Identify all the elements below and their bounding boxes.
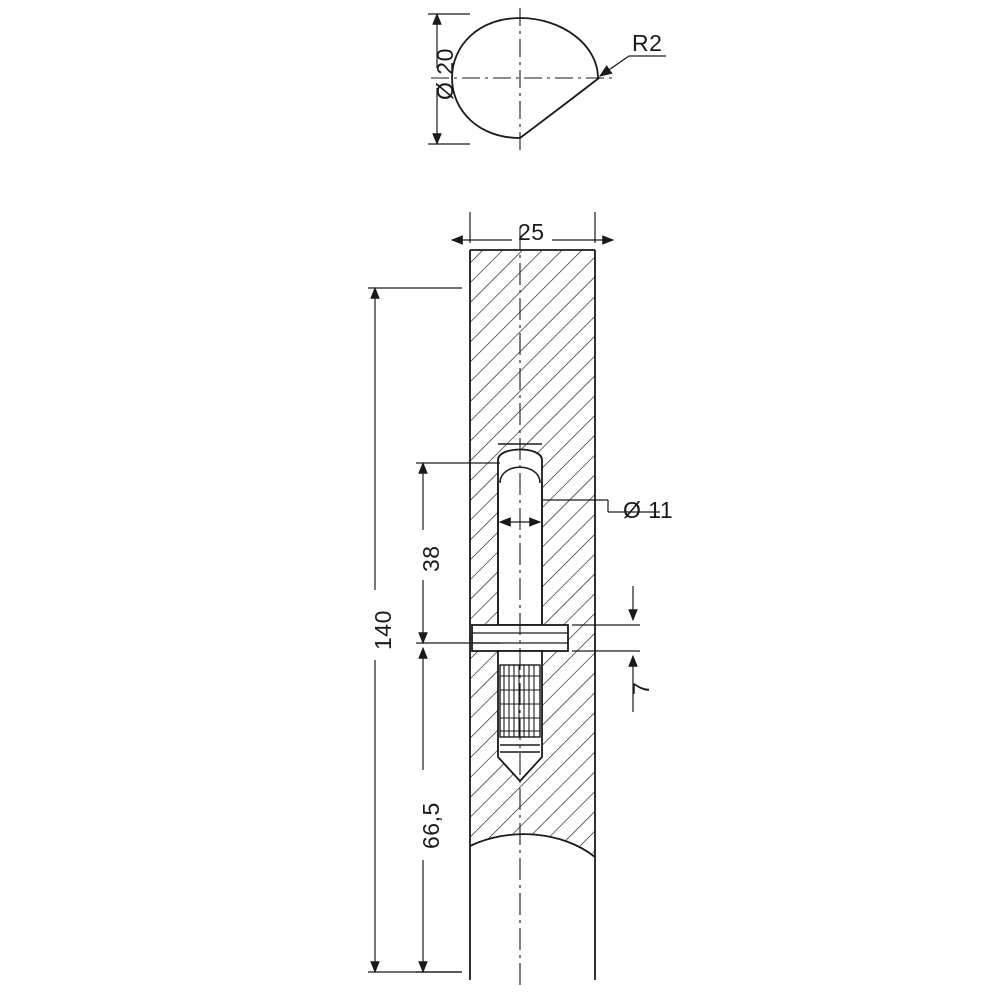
dim-label-38: 38 — [418, 545, 444, 572]
dim-r2-leader — [600, 56, 666, 76]
dim-label-dia11: Ø 11 — [623, 497, 674, 523]
dim-label-140: 140 — [370, 610, 396, 650]
dim-label-r2: R2 — [632, 30, 663, 56]
dim-label-dia20: Ø 20 — [432, 48, 458, 100]
dim-label-7: 7 — [628, 681, 654, 695]
dim-label-665: 66,5 — [418, 802, 444, 849]
dim-label-25: 25 — [518, 219, 545, 245]
